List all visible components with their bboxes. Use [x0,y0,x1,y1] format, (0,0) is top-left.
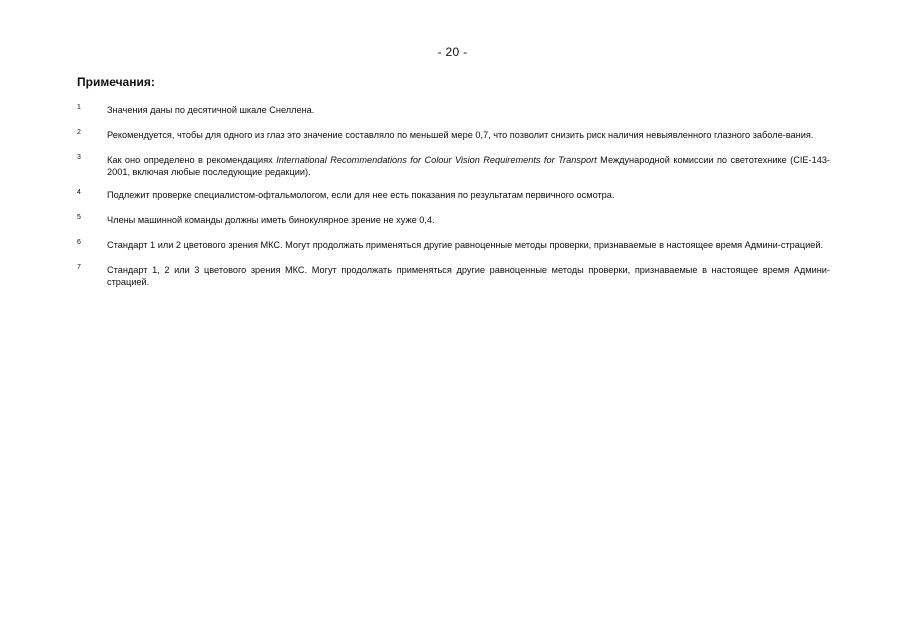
publication-title: International Recommendations for Colour Vision Requirements for Transport [276,155,597,165]
note-item [77,264,830,288]
notes-list [77,104,830,301]
note-text: Стандарт 1, 2 или 3 цветового зрения МКС. Могут продолжать применяться другие равноценные методы проверки, признаваемые в настоящее время Админи-страцией. [107,265,830,287]
note-item [77,104,830,116]
note-text [107,154,830,178]
note-number: 7 [77,264,81,271]
note-number: 6 [77,239,81,246]
notes-heading: Примечания: [77,75,155,89]
note-text-part: Как оно определено в рекомендациях [107,155,277,165]
note-item [77,129,830,141]
page-number: - 20 - [437,45,468,59]
note-text: Значения даны по десятичной шкале Снеллена. [107,105,315,115]
note-number: 4 [77,189,81,196]
note-item [77,189,830,201]
note-item [77,214,830,226]
note-number: 2 [77,129,81,136]
note-text-part: Международной комиссии по светотехнике (CIE-143-2001, включая любые последующие редакции). [107,155,830,177]
note-item [77,239,830,251]
note-text: Рекомендуется, чтобы для одного из глаз это значение составляло по меньшей мере 0,7, что позволит снизить риск наличия невыявленного глазного заболе-вания. [107,130,814,140]
note-text: Подлежит проверке специалистом-офтальмологом, если для нее есть показания по результатам первичного осмотра. [107,190,615,200]
note-text: Стандарт 1 или 2 цветового зрения МКС. Могут продолжать применяться другие равноценные методы проверки, признаваемые в настоящее время Админи-страцией. [107,240,824,250]
note-text: Члены машинной команды должны иметь бинокулярное зрение не хуже 0,4. [107,215,435,225]
note-number: 1 [77,104,81,111]
note-item [77,154,830,178]
note-number: 3 [77,154,81,161]
note-number: 5 [77,214,81,221]
